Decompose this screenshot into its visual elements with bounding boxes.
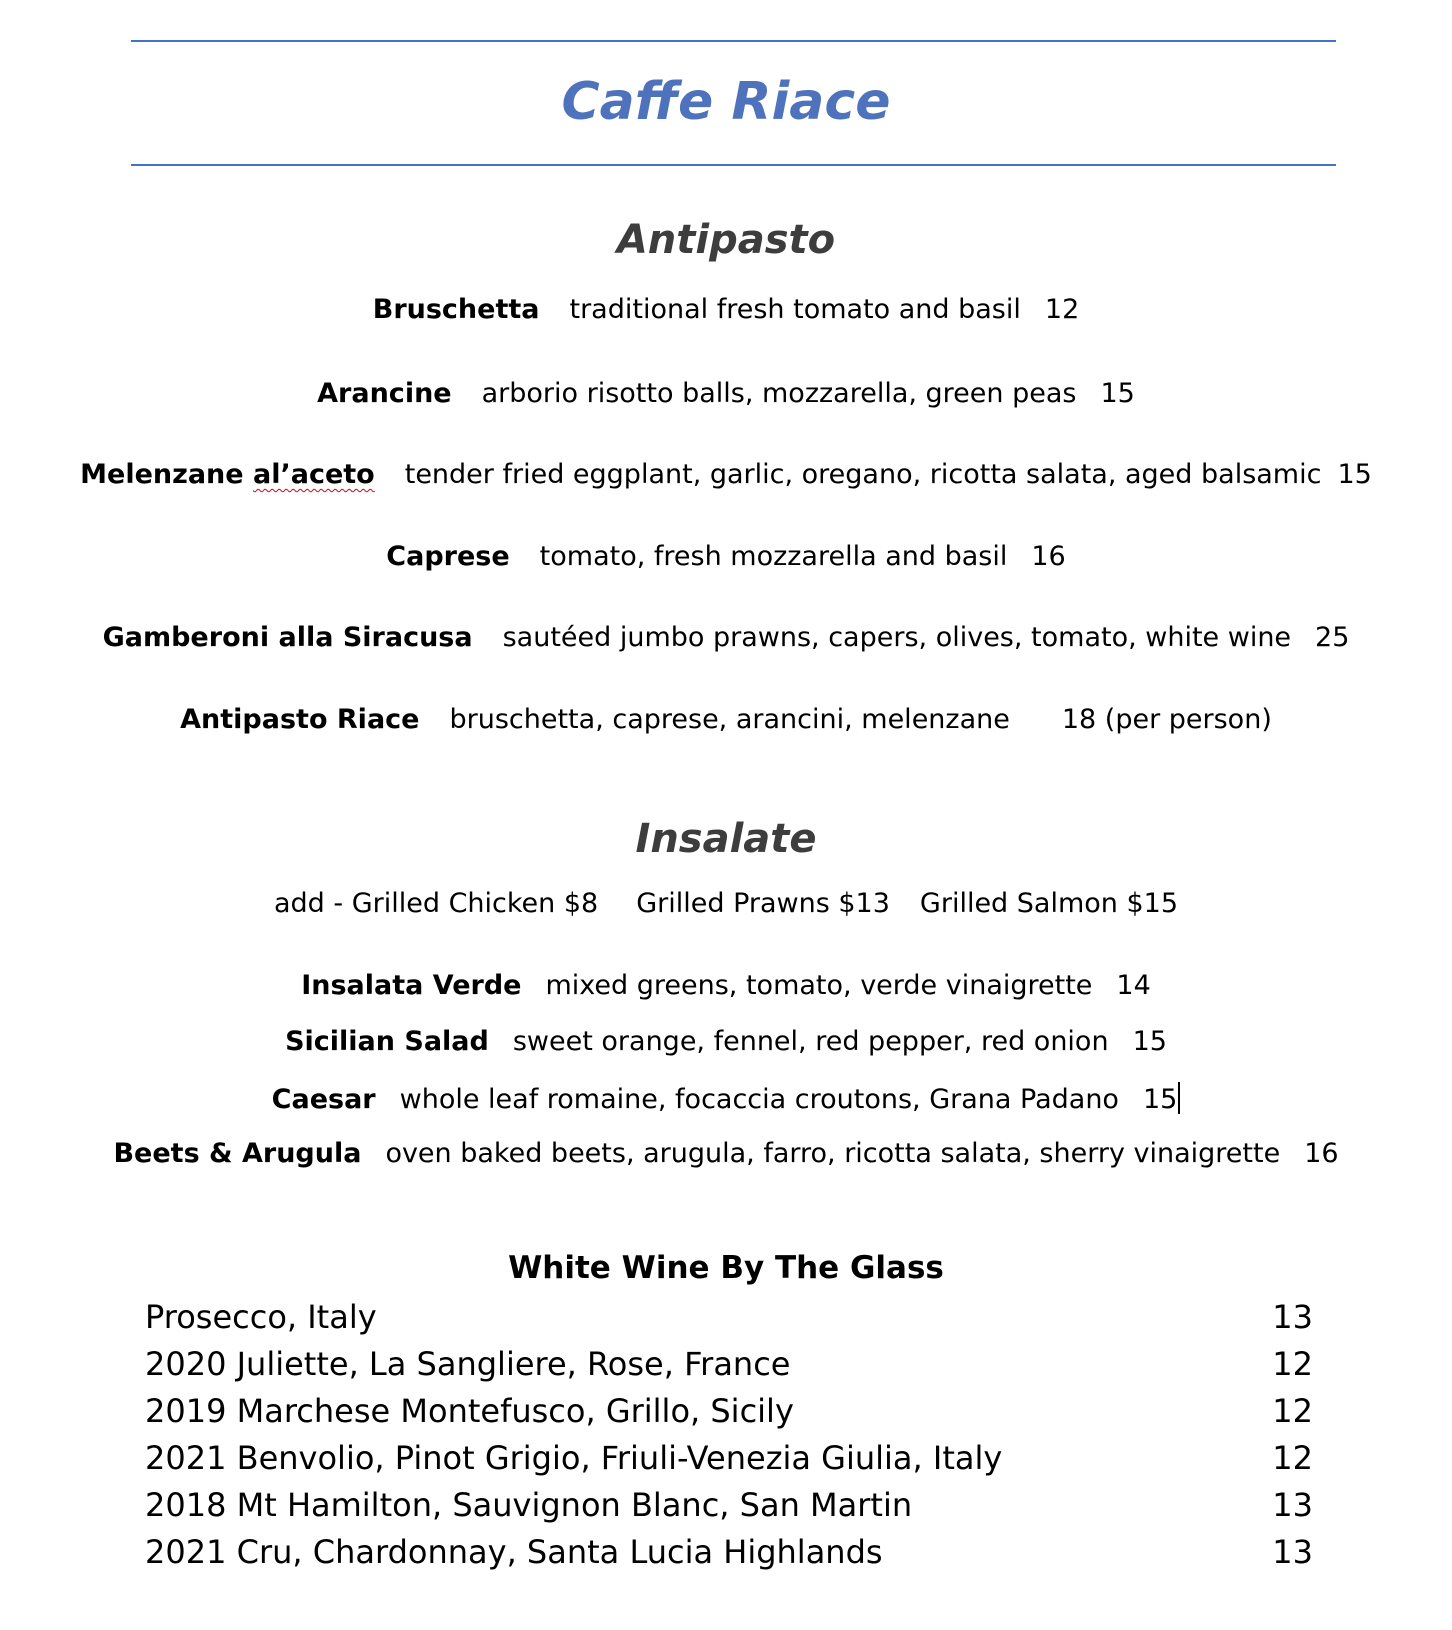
item-price: 25	[1315, 622, 1350, 653]
item-description: mixed greens, tomato, verde vinaigrette	[545, 970, 1093, 1001]
item-description: whole leaf romaine, focaccia croutons, Grana Padano	[399, 1084, 1119, 1115]
item-description: traditional fresh tomato and basil	[569, 294, 1021, 325]
wine-price: 13	[1272, 1298, 1313, 1336]
menu-item-caprese	[0, 541, 1452, 572]
item-name: Arancine	[317, 378, 452, 409]
wine-row	[145, 1345, 1313, 1389]
white-wine-heading: White Wine By The Glass	[508, 1250, 944, 1286]
menu-item-gamberoni	[0, 622, 1452, 653]
item-description: sautéed jumbo prawns, capers, olives, tomato, white wine	[502, 622, 1292, 653]
wine-price: 12	[1272, 1345, 1313, 1383]
menu-item-sicilian-salad	[0, 1026, 1452, 1057]
wine-price: 13	[1272, 1533, 1313, 1571]
item-name	[80, 459, 375, 490]
item-price: 15	[1100, 378, 1135, 409]
wine-row	[145, 1439, 1313, 1483]
item-price: 15	[1337, 459, 1372, 490]
restaurant-title: Caffe Riace	[561, 72, 891, 132]
item-price: 12	[1044, 294, 1080, 325]
item-price: 16	[1304, 1138, 1339, 1169]
wine-row	[145, 1486, 1313, 1530]
menu-item-arancine	[0, 378, 1452, 409]
item-description: tomato, fresh mozzarella and basil	[539, 541, 1008, 572]
insalate-heading: Insalate	[635, 816, 817, 862]
item-name: Gamberoni alla Siracusa	[102, 622, 473, 653]
wine-price: 12	[1272, 1439, 1313, 1477]
menu-item-insalata-verde	[0, 970, 1452, 1001]
spellcheck-underlined-word: al’aceto	[253, 459, 375, 490]
addon-salmon: Grilled Salmon $15	[919, 888, 1179, 919]
item-name: Antipasto Riace	[180, 704, 420, 735]
item-description: bruschetta, caprese, arancini, melenzane	[449, 704, 1010, 735]
text-cursor	[1178, 1082, 1180, 1114]
item-name: Sicilian Salad	[285, 1026, 489, 1057]
item-name: Insalata Verde	[301, 970, 522, 1001]
item-price: 16	[1031, 541, 1066, 572]
wine-name: 2020 Juliette, La Sangliere, Rose, France	[145, 1345, 791, 1383]
wine-price: 13	[1272, 1486, 1313, 1524]
wine-name: 2019 Marchese Montefusco, Grillo, Sicily	[145, 1392, 794, 1430]
addon-chicken: Grilled Chicken $8	[351, 888, 599, 919]
menu-item-antipasto-riace	[0, 704, 1452, 735]
item-name: Beets & Arugula	[113, 1138, 362, 1169]
item-price: 15	[1142, 1084, 1178, 1115]
wine-row	[145, 1392, 1313, 1436]
item-price: 15	[1132, 1026, 1167, 1057]
menu-item-beets-arugula	[0, 1138, 1452, 1169]
menu-item-bruschetta	[0, 294, 1452, 325]
item-description: arborio risotto balls, mozzarella, green peas	[481, 378, 1077, 409]
item-price: 18 (per person)	[1061, 704, 1272, 735]
wine-name: 2021 Cru, Chardonnay, Santa Lucia Highlands	[145, 1533, 883, 1571]
item-description: oven baked beets, arugula, farro, ricotta salata, sherry vinaigrette	[385, 1138, 1281, 1169]
item-name: Bruschetta	[372, 294, 540, 325]
wine-row	[145, 1533, 1313, 1577]
antipasto-heading: Antipasto	[616, 217, 836, 263]
wine-name: 2018 Mt Hamilton, Sauvignon Blanc, San Martin	[145, 1486, 913, 1524]
addons-label: add -	[273, 888, 344, 919]
item-name-part1: Melenzane	[80, 459, 253, 490]
item-price: 14	[1116, 970, 1151, 1001]
wine-row	[145, 1298, 1313, 1342]
wine-name: Prosecco, Italy	[145, 1298, 377, 1336]
wine-price: 12	[1272, 1392, 1313, 1430]
item-description: tender fried eggplant, garlic, oregano, ricotta salata, aged balsamic	[404, 459, 1322, 490]
salad-addons	[0, 888, 1452, 919]
item-name: Caesar	[271, 1084, 376, 1115]
addon-prawns: Grilled Prawns $13	[636, 888, 890, 919]
wine-name: 2021 Benvolio, Pinot Grigio, Friuli-Venezia Giulia, Italy	[145, 1439, 1003, 1477]
bottom-divider	[131, 164, 1336, 166]
menu-item-caesar	[0, 1082, 1452, 1115]
item-description: sweet orange, fennel, red pepper, red onion	[512, 1026, 1109, 1057]
item-name: Caprese	[386, 541, 510, 572]
top-divider	[131, 40, 1336, 42]
menu-item-melenzane	[0, 459, 1452, 490]
